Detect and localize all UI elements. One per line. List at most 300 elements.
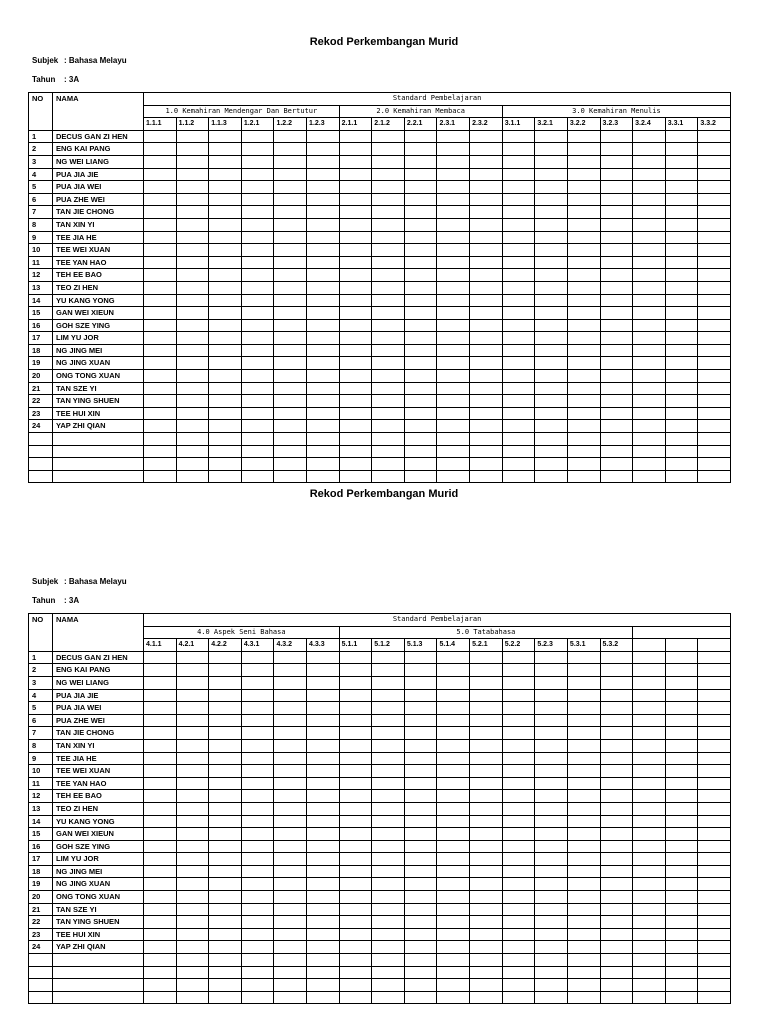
assessment-cell[interactable] (274, 357, 307, 370)
assessment-cell[interactable] (241, 445, 274, 458)
assessment-cell[interactable] (600, 752, 633, 765)
assessment-cell[interactable] (144, 752, 177, 765)
assessment-cell[interactable] (535, 689, 568, 702)
assessment-cell[interactable] (600, 357, 633, 370)
assessment-cell[interactable] (502, 130, 535, 143)
assessment-cell[interactable] (567, 714, 600, 727)
assessment-cell[interactable] (535, 727, 568, 740)
assessment-cell[interactable] (372, 954, 405, 967)
assessment-cell[interactable] (209, 269, 242, 282)
assessment-cell[interactable] (372, 470, 405, 483)
assessment-cell[interactable] (535, 664, 568, 677)
assessment-cell[interactable] (144, 941, 177, 954)
assessment-cell[interactable] (600, 828, 633, 841)
assessment-cell[interactable] (600, 370, 633, 383)
assessment-cell[interactable] (404, 727, 437, 740)
assessment-cell[interactable] (535, 777, 568, 790)
assessment-cell[interactable] (372, 130, 405, 143)
assessment-cell[interactable] (339, 689, 372, 702)
assessment-cell[interactable] (535, 954, 568, 967)
assessment-cell[interactable] (307, 777, 340, 790)
assessment-cell[interactable] (502, 470, 535, 483)
assessment-cell[interactable] (339, 765, 372, 778)
assessment-cell[interactable] (665, 651, 698, 664)
assessment-cell[interactable] (307, 168, 340, 181)
assessment-cell[interactable] (209, 143, 242, 156)
assessment-cell[interactable] (567, 231, 600, 244)
assessment-cell[interactable] (144, 853, 177, 866)
assessment-cell[interactable] (372, 702, 405, 715)
assessment-cell[interactable] (470, 407, 503, 420)
assessment-cell[interactable] (633, 991, 666, 1004)
assessment-cell[interactable] (665, 420, 698, 433)
assessment-cell[interactable] (339, 193, 372, 206)
assessment-cell[interactable] (372, 307, 405, 320)
assessment-cell[interactable] (600, 382, 633, 395)
assessment-cell[interactable] (535, 332, 568, 345)
assessment-cell[interactable] (535, 281, 568, 294)
assessment-cell[interactable] (307, 903, 340, 916)
assessment-cell[interactable] (567, 395, 600, 408)
assessment-cell[interactable] (274, 193, 307, 206)
assessment-cell[interactable] (470, 332, 503, 345)
assessment-cell[interactable] (535, 714, 568, 727)
assessment-cell[interactable] (665, 828, 698, 841)
assessment-cell[interactable] (209, 357, 242, 370)
assessment-cell[interactable] (567, 954, 600, 967)
assessment-cell[interactable] (698, 853, 731, 866)
assessment-cell[interactable] (144, 307, 177, 320)
assessment-cell[interactable] (470, 991, 503, 1004)
assessment-cell[interactable] (698, 676, 731, 689)
assessment-cell[interactable] (209, 370, 242, 383)
assessment-cell[interactable] (372, 878, 405, 891)
assessment-cell[interactable] (437, 294, 470, 307)
assessment-cell[interactable] (600, 916, 633, 929)
assessment-cell[interactable] (567, 332, 600, 345)
assessment-cell[interactable] (176, 790, 209, 803)
assessment-cell[interactable] (698, 168, 731, 181)
assessment-cell[interactable] (698, 991, 731, 1004)
assessment-cell[interactable] (404, 130, 437, 143)
assessment-cell[interactable] (535, 739, 568, 752)
assessment-cell[interactable] (633, 332, 666, 345)
assessment-cell[interactable] (567, 777, 600, 790)
assessment-cell[interactable] (274, 130, 307, 143)
assessment-cell[interactable] (274, 903, 307, 916)
assessment-cell[interactable] (209, 382, 242, 395)
assessment-cell[interactable] (665, 991, 698, 1004)
assessment-cell[interactable] (535, 193, 568, 206)
assessment-cell[interactable] (209, 445, 242, 458)
assessment-cell[interactable] (698, 470, 731, 483)
assessment-cell[interactable] (437, 407, 470, 420)
assessment-cell[interactable] (600, 903, 633, 916)
assessment-cell[interactable] (633, 954, 666, 967)
assessment-cell[interactable] (437, 130, 470, 143)
assessment-cell[interactable] (470, 433, 503, 446)
assessment-cell[interactable] (502, 853, 535, 866)
assessment-cell[interactable] (502, 168, 535, 181)
assessment-cell[interactable] (665, 790, 698, 803)
assessment-cell[interactable] (241, 395, 274, 408)
assessment-cell[interactable] (144, 269, 177, 282)
assessment-cell[interactable] (567, 651, 600, 664)
assessment-cell[interactable] (404, 420, 437, 433)
assessment-cell[interactable] (665, 319, 698, 332)
assessment-cell[interactable] (535, 244, 568, 257)
assessment-cell[interactable] (241, 815, 274, 828)
assessment-cell[interactable] (535, 420, 568, 433)
assessment-cell[interactable] (144, 332, 177, 345)
assessment-cell[interactable] (665, 752, 698, 765)
assessment-cell[interactable] (144, 878, 177, 891)
assessment-cell[interactable] (404, 802, 437, 815)
assessment-cell[interactable] (307, 395, 340, 408)
assessment-cell[interactable] (600, 130, 633, 143)
assessment-cell[interactable] (502, 928, 535, 941)
assessment-cell[interactable] (470, 664, 503, 677)
assessment-cell[interactable] (665, 891, 698, 904)
assessment-cell[interactable] (698, 344, 731, 357)
assessment-cell[interactable] (665, 664, 698, 677)
assessment-cell[interactable] (241, 664, 274, 677)
assessment-cell[interactable] (437, 168, 470, 181)
assessment-cell[interactable] (241, 130, 274, 143)
assessment-cell[interactable] (144, 395, 177, 408)
assessment-cell[interactable] (600, 193, 633, 206)
assessment-cell[interactable] (535, 802, 568, 815)
assessment-cell[interactable] (470, 765, 503, 778)
assessment-cell[interactable] (372, 433, 405, 446)
assessment-cell[interactable] (437, 714, 470, 727)
assessment-cell[interactable] (665, 840, 698, 853)
assessment-cell[interactable] (307, 256, 340, 269)
assessment-cell[interactable] (144, 790, 177, 803)
assessment-cell[interactable] (372, 815, 405, 828)
assessment-cell[interactable] (698, 256, 731, 269)
assessment-cell[interactable] (437, 332, 470, 345)
assessment-cell[interactable] (633, 433, 666, 446)
assessment-cell[interactable] (437, 155, 470, 168)
assessment-cell[interactable] (437, 815, 470, 828)
assessment-cell[interactable] (241, 382, 274, 395)
assessment-cell[interactable] (176, 407, 209, 420)
assessment-cell[interactable] (404, 307, 437, 320)
assessment-cell[interactable] (176, 332, 209, 345)
assessment-cell[interactable] (372, 777, 405, 790)
assessment-cell[interactable] (241, 319, 274, 332)
assessment-cell[interactable] (502, 218, 535, 231)
assessment-cell[interactable] (437, 651, 470, 664)
assessment-cell[interactable] (307, 815, 340, 828)
assessment-cell[interactable] (209, 332, 242, 345)
assessment-cell[interactable] (470, 206, 503, 219)
assessment-cell[interactable] (372, 281, 405, 294)
assessment-cell[interactable] (307, 470, 340, 483)
assessment-cell[interactable] (307, 664, 340, 677)
assessment-cell[interactable] (372, 991, 405, 1004)
assessment-cell[interactable] (633, 702, 666, 715)
assessment-cell[interactable] (502, 244, 535, 257)
assessment-cell[interactable] (209, 470, 242, 483)
assessment-cell[interactable] (339, 218, 372, 231)
assessment-cell[interactable] (600, 445, 633, 458)
assessment-cell[interactable] (698, 319, 731, 332)
assessment-cell[interactable] (176, 231, 209, 244)
assessment-cell[interactable] (339, 777, 372, 790)
assessment-cell[interactable] (339, 470, 372, 483)
assessment-cell[interactable] (241, 370, 274, 383)
assessment-cell[interactable] (437, 840, 470, 853)
assessment-cell[interactable] (698, 269, 731, 282)
assessment-cell[interactable] (372, 269, 405, 282)
assessment-cell[interactable] (176, 702, 209, 715)
assessment-cell[interactable] (600, 928, 633, 941)
assessment-cell[interactable] (307, 218, 340, 231)
assessment-cell[interactable] (372, 332, 405, 345)
assessment-cell[interactable] (470, 193, 503, 206)
assessment-cell[interactable] (241, 702, 274, 715)
assessment-cell[interactable] (404, 244, 437, 257)
assessment-cell[interactable] (404, 928, 437, 941)
assessment-cell[interactable] (600, 739, 633, 752)
assessment-cell[interactable] (274, 815, 307, 828)
assessment-cell[interactable] (502, 420, 535, 433)
assessment-cell[interactable] (404, 865, 437, 878)
assessment-cell[interactable] (437, 865, 470, 878)
assessment-cell[interactable] (600, 802, 633, 815)
assessment-cell[interactable] (470, 181, 503, 194)
assessment-cell[interactable] (437, 218, 470, 231)
assessment-cell[interactable] (209, 664, 242, 677)
assessment-cell[interactable] (307, 294, 340, 307)
assessment-cell[interactable] (567, 281, 600, 294)
assessment-cell[interactable] (274, 470, 307, 483)
assessment-cell[interactable] (307, 702, 340, 715)
assessment-cell[interactable] (698, 382, 731, 395)
assessment-cell[interactable] (633, 815, 666, 828)
assessment-cell[interactable] (274, 420, 307, 433)
assessment-cell[interactable] (209, 916, 242, 929)
assessment-cell[interactable] (144, 420, 177, 433)
assessment-cell[interactable] (470, 928, 503, 941)
assessment-cell[interactable] (470, 155, 503, 168)
assessment-cell[interactable] (404, 445, 437, 458)
assessment-cell[interactable] (209, 420, 242, 433)
assessment-cell[interactable] (176, 470, 209, 483)
assessment-cell[interactable] (470, 130, 503, 143)
assessment-cell[interactable] (502, 307, 535, 320)
assessment-cell[interactable] (437, 739, 470, 752)
assessment-cell[interactable] (274, 281, 307, 294)
assessment-cell[interactable] (404, 319, 437, 332)
assessment-cell[interactable] (176, 979, 209, 992)
assessment-cell[interactable] (633, 840, 666, 853)
assessment-cell[interactable] (567, 155, 600, 168)
assessment-cell[interactable] (404, 714, 437, 727)
assessment-cell[interactable] (404, 991, 437, 1004)
assessment-cell[interactable] (144, 828, 177, 841)
assessment-cell[interactable] (144, 777, 177, 790)
assessment-cell[interactable] (307, 307, 340, 320)
assessment-cell[interactable] (176, 155, 209, 168)
assessment-cell[interactable] (535, 891, 568, 904)
assessment-cell[interactable] (437, 702, 470, 715)
assessment-cell[interactable] (339, 281, 372, 294)
assessment-cell[interactable] (502, 256, 535, 269)
assessment-cell[interactable] (698, 193, 731, 206)
assessment-cell[interactable] (176, 752, 209, 765)
assessment-cell[interactable] (404, 433, 437, 446)
assessment-cell[interactable] (307, 676, 340, 689)
assessment-cell[interactable] (144, 382, 177, 395)
assessment-cell[interactable] (176, 433, 209, 446)
assessment-cell[interactable] (274, 727, 307, 740)
assessment-cell[interactable] (567, 802, 600, 815)
assessment-cell[interactable] (502, 395, 535, 408)
assessment-cell[interactable] (437, 181, 470, 194)
assessment-cell[interactable] (567, 130, 600, 143)
assessment-cell[interactable] (307, 865, 340, 878)
assessment-cell[interactable] (567, 702, 600, 715)
assessment-cell[interactable] (567, 370, 600, 383)
assessment-cell[interactable] (241, 802, 274, 815)
assessment-cell[interactable] (404, 458, 437, 471)
assessment-cell[interactable] (698, 954, 731, 967)
assessment-cell[interactable] (144, 651, 177, 664)
assessment-cell[interactable] (665, 244, 698, 257)
assessment-cell[interactable] (567, 664, 600, 677)
assessment-cell[interactable] (567, 928, 600, 941)
assessment-cell[interactable] (665, 470, 698, 483)
assessment-cell[interactable] (502, 828, 535, 841)
assessment-cell[interactable] (633, 307, 666, 320)
assessment-cell[interactable] (144, 979, 177, 992)
assessment-cell[interactable] (502, 382, 535, 395)
assessment-cell[interactable] (600, 991, 633, 1004)
assessment-cell[interactable] (567, 916, 600, 929)
assessment-cell[interactable] (372, 853, 405, 866)
assessment-cell[interactable] (404, 332, 437, 345)
assessment-cell[interactable] (209, 231, 242, 244)
assessment-cell[interactable] (633, 928, 666, 941)
assessment-cell[interactable] (567, 853, 600, 866)
assessment-cell[interactable] (600, 218, 633, 231)
assessment-cell[interactable] (633, 966, 666, 979)
assessment-cell[interactable] (372, 231, 405, 244)
assessment-cell[interactable] (665, 130, 698, 143)
assessment-cell[interactable] (698, 395, 731, 408)
assessment-cell[interactable] (339, 181, 372, 194)
assessment-cell[interactable] (209, 752, 242, 765)
assessment-cell[interactable] (470, 458, 503, 471)
assessment-cell[interactable] (339, 941, 372, 954)
assessment-cell[interactable] (307, 979, 340, 992)
assessment-cell[interactable] (502, 689, 535, 702)
assessment-cell[interactable] (339, 407, 372, 420)
assessment-cell[interactable] (176, 344, 209, 357)
assessment-cell[interactable] (698, 231, 731, 244)
assessment-cell[interactable] (633, 206, 666, 219)
assessment-cell[interactable] (176, 840, 209, 853)
assessment-cell[interactable] (404, 193, 437, 206)
assessment-cell[interactable] (502, 206, 535, 219)
assessment-cell[interactable] (404, 269, 437, 282)
assessment-cell[interactable] (274, 256, 307, 269)
assessment-cell[interactable] (437, 206, 470, 219)
assessment-cell[interactable] (698, 281, 731, 294)
assessment-cell[interactable] (274, 689, 307, 702)
assessment-cell[interactable] (274, 269, 307, 282)
assessment-cell[interactable] (502, 765, 535, 778)
assessment-cell[interactable] (633, 777, 666, 790)
assessment-cell[interactable] (535, 143, 568, 156)
assessment-cell[interactable] (404, 752, 437, 765)
assessment-cell[interactable] (307, 193, 340, 206)
assessment-cell[interactable] (404, 689, 437, 702)
assessment-cell[interactable] (633, 853, 666, 866)
assessment-cell[interactable] (176, 458, 209, 471)
assessment-cell[interactable] (470, 865, 503, 878)
assessment-cell[interactable] (307, 319, 340, 332)
assessment-cell[interactable] (404, 256, 437, 269)
assessment-cell[interactable] (274, 458, 307, 471)
assessment-cell[interactable] (209, 155, 242, 168)
assessment-cell[interactable] (665, 256, 698, 269)
assessment-cell[interactable] (404, 828, 437, 841)
assessment-cell[interactable] (274, 332, 307, 345)
assessment-cell[interactable] (470, 903, 503, 916)
assessment-cell[interactable] (241, 231, 274, 244)
assessment-cell[interactable] (698, 739, 731, 752)
assessment-cell[interactable] (339, 357, 372, 370)
assessment-cell[interactable] (339, 714, 372, 727)
assessment-cell[interactable] (404, 395, 437, 408)
assessment-cell[interactable] (567, 382, 600, 395)
assessment-cell[interactable] (535, 407, 568, 420)
assessment-cell[interactable] (698, 244, 731, 257)
assessment-cell[interactable] (600, 727, 633, 740)
assessment-cell[interactable] (437, 790, 470, 803)
assessment-cell[interactable] (698, 143, 731, 156)
assessment-cell[interactable] (600, 181, 633, 194)
assessment-cell[interactable] (437, 954, 470, 967)
assessment-cell[interactable] (209, 294, 242, 307)
assessment-cell[interactable] (633, 218, 666, 231)
assessment-cell[interactable] (665, 407, 698, 420)
assessment-cell[interactable] (665, 916, 698, 929)
assessment-cell[interactable] (698, 664, 731, 677)
assessment-cell[interactable] (698, 130, 731, 143)
assessment-cell[interactable] (437, 916, 470, 929)
assessment-cell[interactable] (665, 218, 698, 231)
assessment-cell[interactable] (372, 651, 405, 664)
assessment-cell[interactable] (437, 928, 470, 941)
assessment-cell[interactable] (665, 727, 698, 740)
assessment-cell[interactable] (209, 954, 242, 967)
assessment-cell[interactable] (470, 420, 503, 433)
assessment-cell[interactable] (372, 916, 405, 929)
assessment-cell[interactable] (339, 916, 372, 929)
assessment-cell[interactable] (567, 307, 600, 320)
assessment-cell[interactable] (437, 319, 470, 332)
assessment-cell[interactable] (339, 790, 372, 803)
assessment-cell[interactable] (339, 739, 372, 752)
assessment-cell[interactable] (502, 664, 535, 677)
assessment-cell[interactable] (241, 155, 274, 168)
assessment-cell[interactable] (665, 979, 698, 992)
